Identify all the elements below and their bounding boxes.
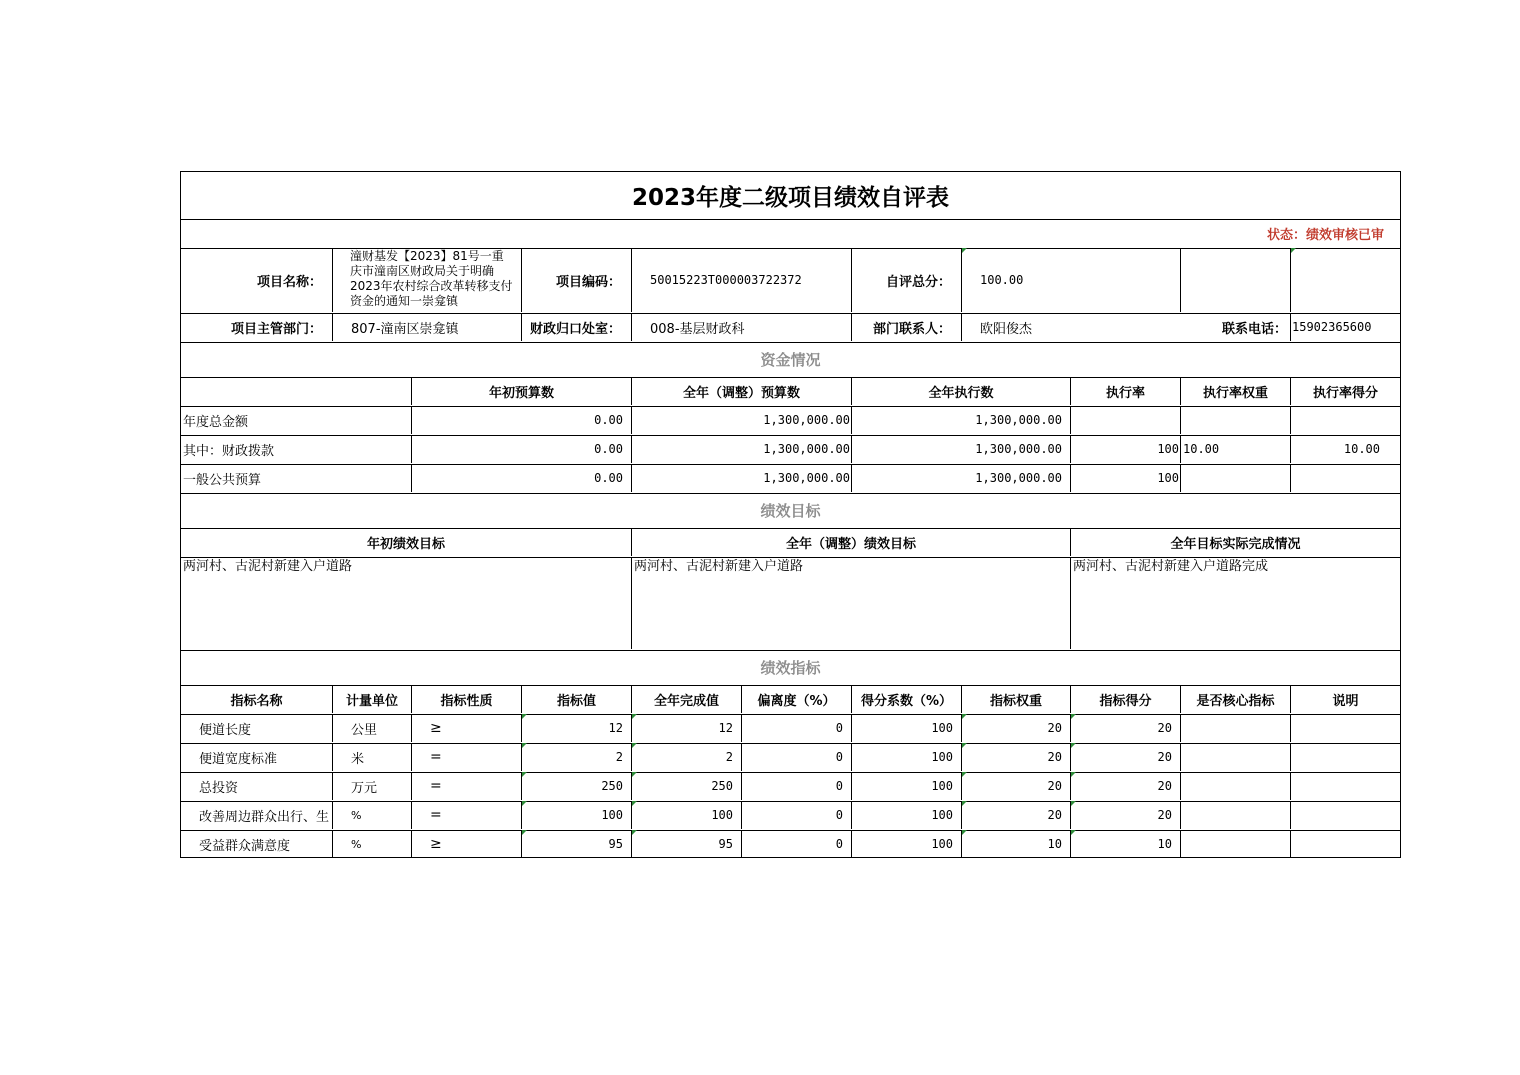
funds-initial: 0.00 bbox=[412, 464, 632, 492]
indicator-weight: 20 bbox=[962, 801, 1071, 829]
funds-executed: 1,300,000.00 bbox=[852, 406, 1071, 434]
goals-section-title: 绩效目标 bbox=[760, 501, 821, 520]
indicator-deviation: 0 bbox=[742, 801, 852, 829]
indicator-score: 10 bbox=[1071, 830, 1181, 858]
indicator-nature: ≥ bbox=[412, 714, 522, 742]
indicator-col-header: 是否核心指标 bbox=[1181, 685, 1291, 713]
goals-values-row bbox=[181, 557, 1400, 651]
indicator-unit: % bbox=[333, 830, 412, 858]
indicator-note bbox=[1291, 714, 1400, 742]
indicator-actual: 2 bbox=[632, 743, 742, 771]
indicator-coef: 100 bbox=[852, 801, 962, 829]
indicator-col-header: 指标名称 bbox=[181, 685, 333, 713]
funds-initial: 0.00 bbox=[412, 406, 632, 434]
funds-col-header: 执行率得分 bbox=[1312, 385, 1378, 401]
score-value: 100.00 bbox=[962, 248, 1181, 312]
indicator-coef: 100 bbox=[852, 714, 962, 742]
dept-label: 项目主管部门： bbox=[181, 313, 333, 341]
score-label: 自评总分： bbox=[852, 248, 962, 312]
indicator-col-header: 指标值 bbox=[522, 685, 632, 713]
indicator-note bbox=[1291, 801, 1400, 829]
indicator-score: 20 bbox=[1071, 743, 1181, 771]
indicator-name: 改善周边群众出行、生 bbox=[181, 801, 333, 829]
funds-section-row bbox=[181, 342, 1400, 378]
indicator-weight: 20 bbox=[962, 743, 1071, 771]
goals-col-header: 年初绩效目标 bbox=[181, 528, 632, 556]
indicators-section-title: 绩效指标 bbox=[760, 658, 821, 677]
funds-col-header: 全年（调整）预算数 bbox=[632, 377, 852, 405]
indicator-actual: 95 bbox=[632, 830, 742, 858]
indicator-weight: 20 bbox=[962, 772, 1071, 800]
funds-row-name: 年度总金额 bbox=[181, 406, 412, 434]
indicators-header-row bbox=[181, 685, 1400, 715]
blank-cell bbox=[1181, 248, 1291, 312]
funds-weight bbox=[1181, 406, 1291, 434]
finance-value: 008-基层财政科 bbox=[632, 313, 852, 341]
page-title: 2023年度二级项目绩效自评表 bbox=[631, 184, 949, 211]
indicator-nature: = bbox=[412, 801, 522, 829]
funds-row-name: 一般公共预算 bbox=[181, 464, 412, 492]
indicator-col-header: 指标权重 bbox=[962, 685, 1071, 713]
contact-label: 部门联系人： bbox=[852, 313, 962, 341]
indicator-actual: 100 bbox=[632, 801, 742, 829]
funds-row-name: 其中：财政拨款 bbox=[181, 435, 412, 463]
funds-executed: 1,300,000.00 bbox=[852, 435, 1071, 463]
indicator-col-header: 计量单位 bbox=[333, 685, 412, 713]
indicator-actual: 12 bbox=[632, 714, 742, 742]
funds-col-header: 执行率 bbox=[1071, 377, 1181, 405]
indicator-actual: 250 bbox=[632, 772, 742, 800]
indicator-target: 250 bbox=[522, 772, 632, 800]
indicator-core bbox=[1181, 772, 1291, 800]
indicator-note bbox=[1291, 743, 1400, 771]
funds-adjusted: 1,300,000.00 bbox=[632, 464, 852, 492]
dept-value: 807-潼南区崇龛镇 bbox=[333, 313, 522, 341]
project-code-label: 项目编码： bbox=[522, 248, 632, 312]
funds-rate bbox=[1071, 406, 1181, 434]
indicator-target: 12 bbox=[522, 714, 632, 742]
funds-score bbox=[1291, 406, 1400, 434]
phone-value: 15902365600 bbox=[1292, 320, 1372, 334]
performance-evaluation-sheet bbox=[180, 171, 1401, 858]
indicator-name: 便道宽度标准 bbox=[181, 743, 333, 771]
title-row bbox=[181, 172, 1400, 220]
indicator-core bbox=[1181, 830, 1291, 858]
indicator-core bbox=[1181, 743, 1291, 771]
funds-row bbox=[181, 464, 1400, 494]
indicator-score: 20 bbox=[1071, 772, 1181, 800]
indicator-name: 总投资 bbox=[181, 772, 333, 800]
indicator-weight: 10 bbox=[962, 830, 1071, 858]
indicator-row bbox=[181, 743, 1400, 773]
indicator-deviation: 0 bbox=[742, 830, 852, 858]
funds-rate: 100 bbox=[1071, 464, 1181, 492]
phone-label: 联系电话： bbox=[1181, 313, 1291, 341]
indicator-coef: 100 bbox=[852, 772, 962, 800]
indicator-col-header: 指标得分 bbox=[1071, 685, 1181, 713]
indicator-col-header: 全年完成值 bbox=[632, 685, 742, 713]
indicator-core bbox=[1181, 714, 1291, 742]
funds-section-title: 资金情况 bbox=[760, 350, 821, 369]
indicator-target: 100 bbox=[522, 801, 632, 829]
indicator-weight: 20 bbox=[962, 714, 1071, 742]
indicator-name: 便道长度 bbox=[181, 714, 333, 742]
funds-col-header: 全年执行数 bbox=[852, 377, 1071, 405]
indicator-row bbox=[181, 714, 1400, 744]
indicator-row bbox=[181, 772, 1400, 802]
goals-header-row bbox=[181, 528, 1400, 558]
indicator-row bbox=[181, 830, 1400, 858]
funds-row bbox=[181, 406, 1400, 436]
indicator-deviation: 0 bbox=[742, 714, 852, 742]
status-label: 状态：绩效审核已审 bbox=[1266, 227, 1384, 243]
indicator-core bbox=[1181, 801, 1291, 829]
funds-initial: 0.00 bbox=[412, 435, 632, 463]
info-row-2 bbox=[181, 313, 1400, 343]
indicator-unit: 公里 bbox=[333, 714, 412, 742]
funds-row bbox=[181, 435, 1400, 465]
indicator-col-header: 偏离度（%） bbox=[742, 685, 852, 713]
status-row bbox=[181, 219, 1400, 249]
indicator-col-header: 得分系数（%） bbox=[852, 685, 962, 713]
blank-cell bbox=[181, 377, 412, 405]
contact-value: 欧阳俊杰 bbox=[962, 313, 1291, 341]
goals-section-row bbox=[181, 493, 1400, 529]
indicator-note bbox=[1291, 772, 1400, 800]
indicator-coef: 100 bbox=[852, 830, 962, 858]
funds-score: 10.00 bbox=[1343, 442, 1380, 456]
funds-col-header: 年初预算数 bbox=[412, 377, 632, 405]
goals-col-header: 全年目标实际完成情况 bbox=[1170, 536, 1301, 552]
indicator-unit: % bbox=[333, 801, 412, 829]
funds-score bbox=[1291, 464, 1400, 492]
goals-col-header: 全年（调整）绩效目标 bbox=[632, 528, 1071, 556]
project-code-value: 50015223T000003722372 bbox=[632, 248, 852, 312]
indicator-target: 95 bbox=[522, 830, 632, 858]
indicator-unit: 万元 bbox=[333, 772, 412, 800]
funds-rate: 100 bbox=[1071, 435, 1181, 463]
indicators-section-row bbox=[181, 650, 1400, 686]
indicator-col-header: 说明 bbox=[1332, 693, 1359, 709]
indicator-deviation: 0 bbox=[742, 743, 852, 771]
funds-adjusted: 1,300,000.00 bbox=[632, 406, 852, 434]
funds-weight bbox=[1181, 464, 1291, 492]
indicator-col-header: 指标性质 bbox=[412, 685, 522, 713]
funds-adjusted: 1,300,000.00 bbox=[632, 435, 852, 463]
adjusted-goal: 两河村、古泥村新建入户道路 bbox=[632, 557, 1071, 649]
indicator-target: 2 bbox=[522, 743, 632, 771]
indicator-unit: 米 bbox=[333, 743, 412, 771]
funds-header-row bbox=[181, 377, 1400, 407]
funds-weight: 10.00 bbox=[1181, 435, 1291, 463]
project-name-label: 项目名称： bbox=[181, 248, 333, 312]
finance-label: 财政归口处室： bbox=[522, 313, 632, 341]
initial-goal: 两河村、古泥村新建入户道路 bbox=[181, 557, 632, 649]
actual-completion: 两河村、古泥村新建入户道路完成 bbox=[1073, 559, 1269, 574]
indicator-deviation: 0 bbox=[742, 772, 852, 800]
project-name-value: 潼财基发【2023】81号一重庆市潼南区财政局关于明确2023年农村综合改革转移支付资金的通知一崇龛镇 bbox=[333, 248, 522, 312]
funds-col-header: 执行率权重 bbox=[1181, 377, 1291, 405]
indicator-coef: 100 bbox=[852, 743, 962, 771]
info-row-1 bbox=[181, 248, 1400, 314]
indicator-score: 20 bbox=[1071, 714, 1181, 742]
indicator-name: 受益群众满意度 bbox=[181, 830, 333, 858]
indicator-nature: ≥ bbox=[412, 830, 522, 858]
blank-cell bbox=[1291, 248, 1400, 312]
indicator-note bbox=[1291, 830, 1400, 858]
indicator-nature: = bbox=[412, 772, 522, 800]
indicator-nature: = bbox=[412, 743, 522, 771]
indicator-score: 20 bbox=[1071, 801, 1181, 829]
funds-executed: 1,300,000.00 bbox=[852, 464, 1071, 492]
indicator-row bbox=[181, 801, 1400, 831]
